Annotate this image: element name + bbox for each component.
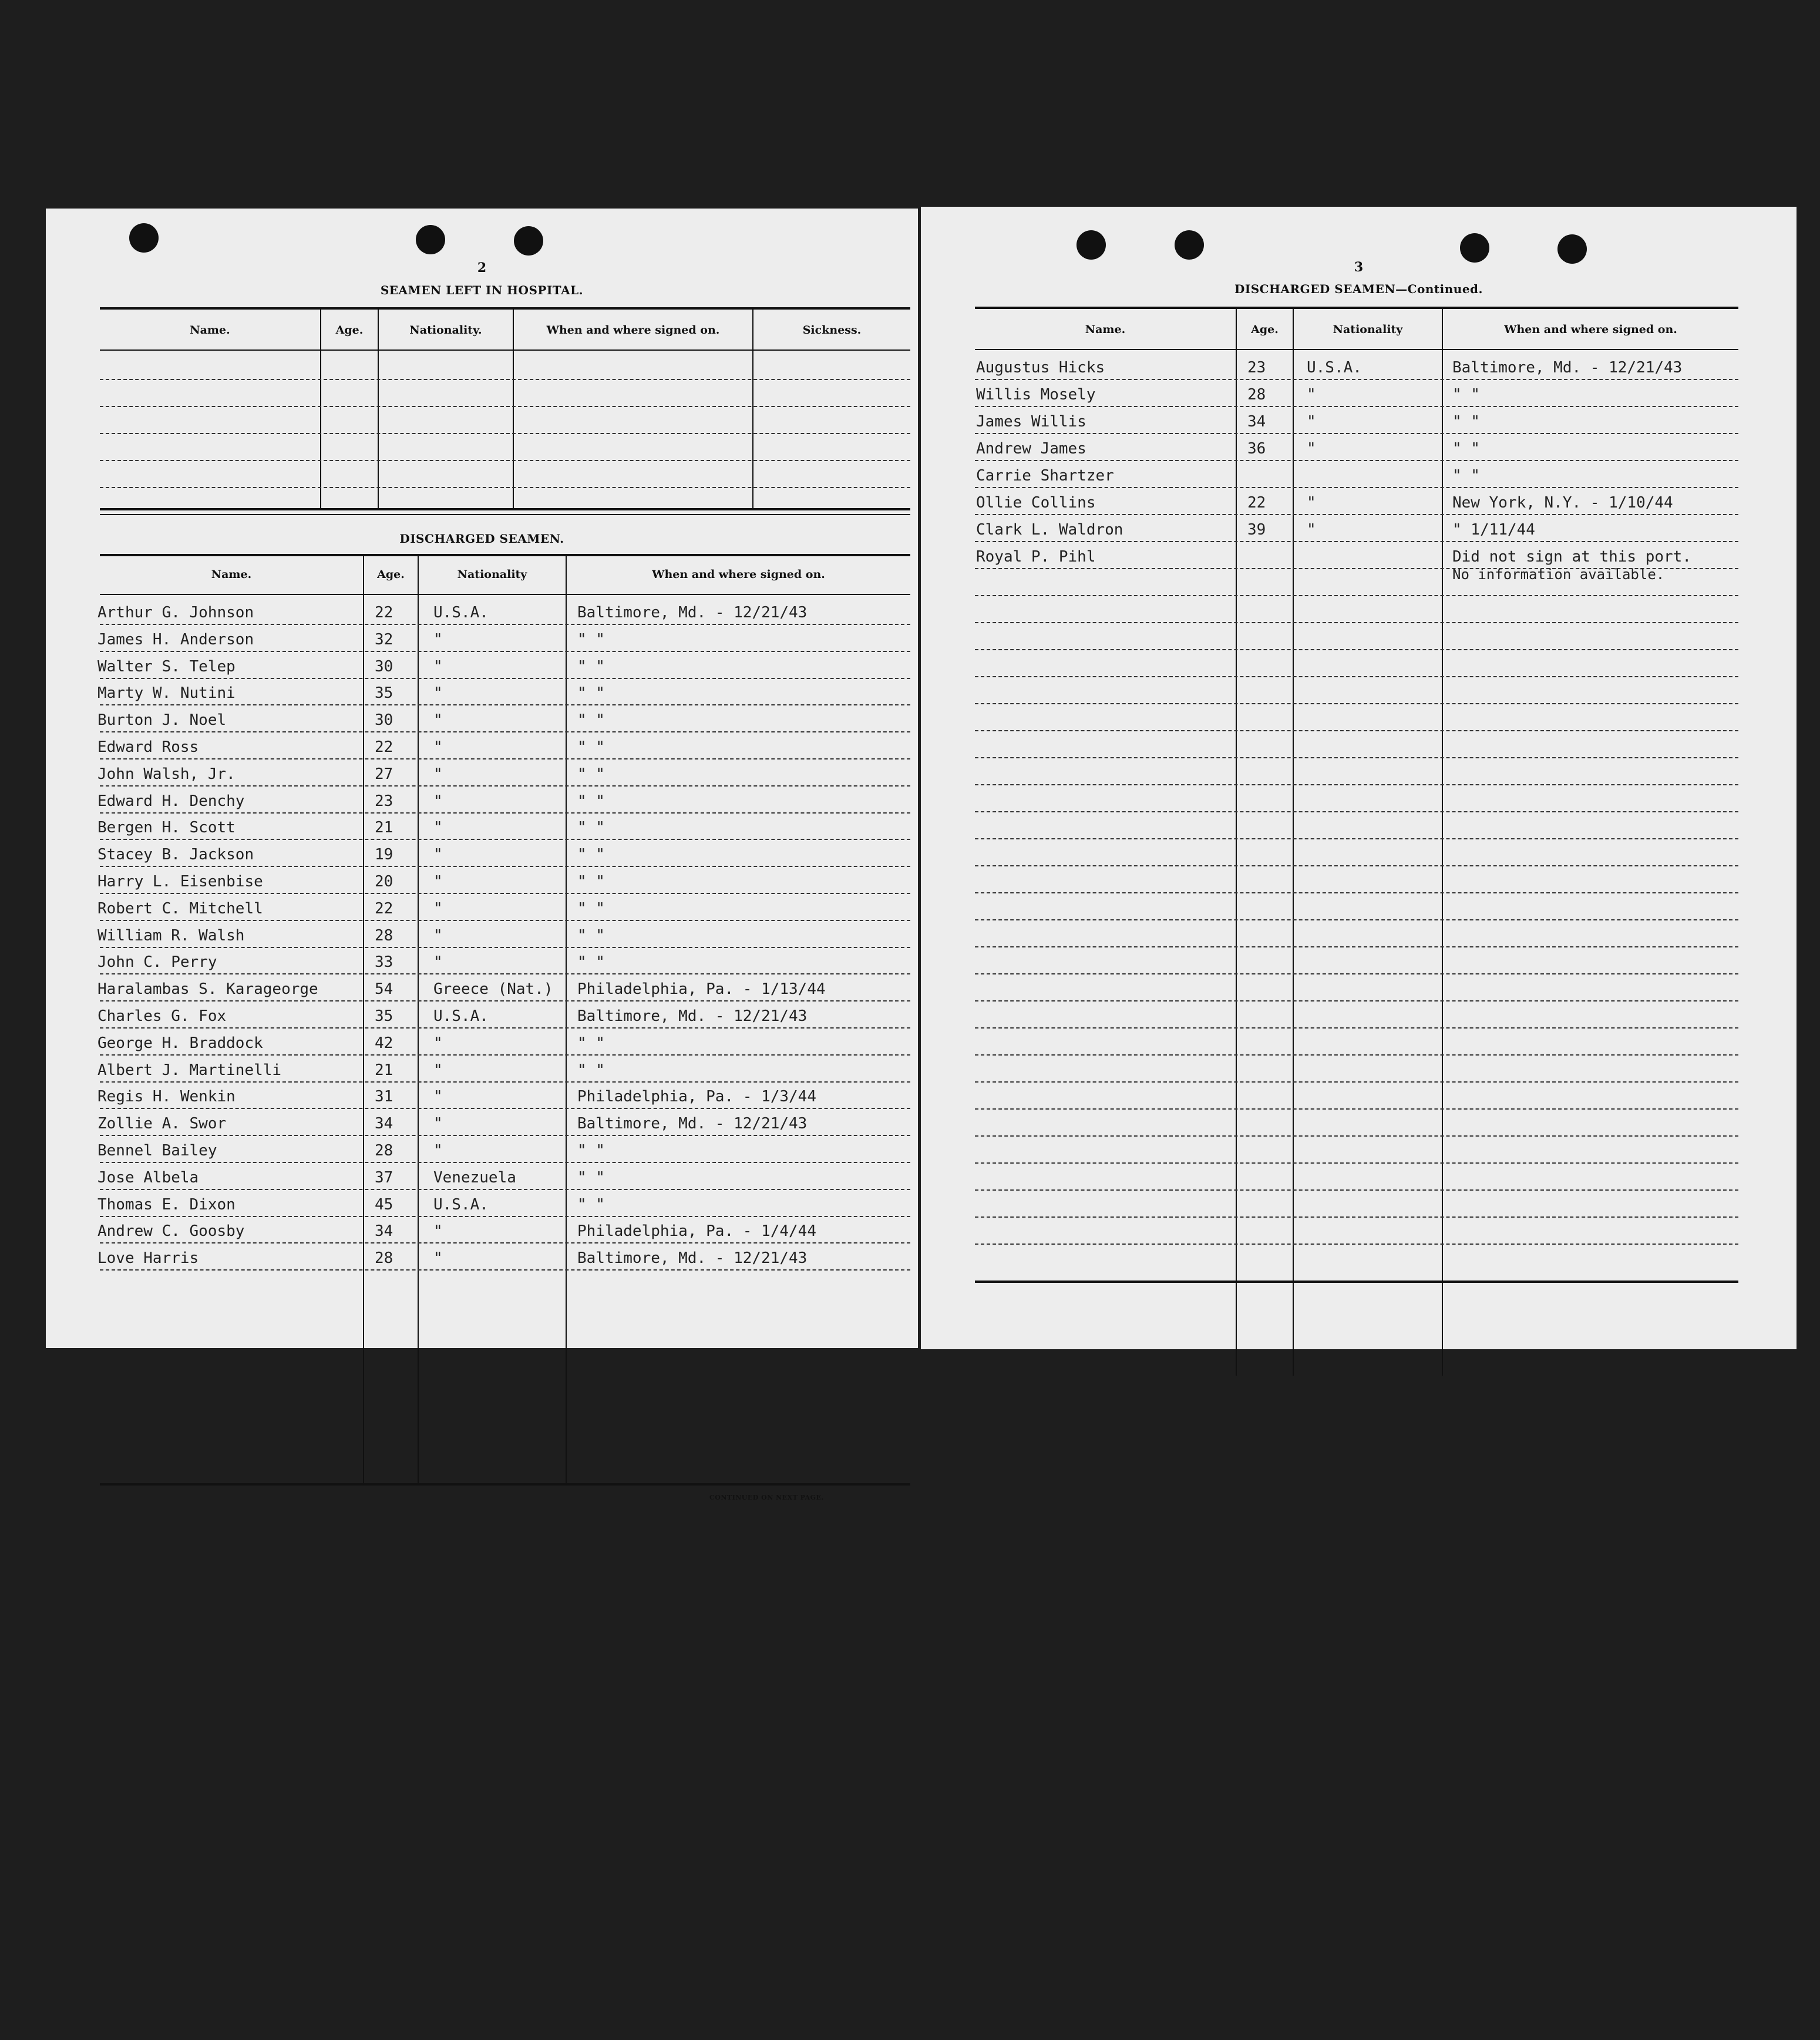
row-line <box>975 946 1738 947</box>
age-cell: 28 <box>375 1249 393 1268</box>
nationality-cell: " <box>433 1115 443 1133</box>
punch-hole <box>129 223 159 253</box>
signed-on-cell: Baltimore, Md. - 12/21/43 <box>1452 359 1683 377</box>
row-line <box>975 865 1738 866</box>
age-cell: 34 <box>375 1222 393 1241</box>
row-line <box>975 1189 1738 1191</box>
signed-on-cell: " " <box>577 738 605 756</box>
nationality-cell: " <box>433 1061 443 1079</box>
age-cell: 30 <box>375 711 393 730</box>
signed-on-cell: " " <box>577 873 605 890</box>
nationality-cell: " <box>433 953 443 972</box>
col-header-nationality: Nationality <box>457 568 527 581</box>
age-cell: 23 <box>375 792 393 810</box>
col-header-age: Age. <box>1251 323 1279 336</box>
row-line <box>975 703 1738 704</box>
signed-on-cell: Baltimore, Md. - 12/21/43 <box>577 1249 808 1268</box>
row-line <box>100 920 910 921</box>
signed-on-cell: " " <box>1452 440 1480 458</box>
punch-hole <box>514 226 543 256</box>
row-line <box>975 1216 1738 1218</box>
row-line <box>100 1054 910 1056</box>
nationality-cell: " <box>433 1222 443 1241</box>
name-cell: Robert C. Mitchell <box>97 899 263 918</box>
row-line <box>100 839 910 840</box>
age-cell: 20 <box>375 873 393 890</box>
punch-hole <box>1175 230 1204 260</box>
row-line <box>975 649 1738 650</box>
row-line <box>100 1027 910 1029</box>
row-line <box>975 1108 1738 1110</box>
signed-on-cell: " 1/11/44 <box>1452 521 1535 539</box>
row-line <box>975 838 1738 839</box>
signed-on-cell: " " <box>577 953 605 972</box>
row-line <box>975 730 1738 731</box>
nationality-cell: " <box>433 711 443 730</box>
name-cell: John C. Perry <box>97 953 217 972</box>
name-cell: Albert J. Martinelli <box>97 1061 282 1079</box>
row-line <box>100 1216 910 1217</box>
name-cell: John Walsh, Jr. <box>97 765 236 783</box>
signed-on-cell: Did not sign at this port. <box>1452 548 1691 566</box>
age-cell: 19 <box>375 846 393 864</box>
age-cell: 33 <box>375 953 393 972</box>
row-line <box>100 731 910 732</box>
nationality-cell: Greece (Nat.) <box>433 980 553 999</box>
signed-on-cell: " " <box>577 765 605 783</box>
signed-on-cell: Philadelphia, Pa. - 1/3/44 <box>577 1088 816 1106</box>
nationality-cell: " <box>433 630 443 648</box>
row-line <box>975 892 1738 893</box>
signed-on-cell: " " <box>577 926 605 945</box>
row-line <box>975 784 1738 785</box>
nationality-cell: " <box>433 684 443 703</box>
row-line <box>100 1081 910 1083</box>
row-line <box>975 1081 1738 1083</box>
row-line <box>975 514 1738 515</box>
name-cell: James H. Anderson <box>97 630 254 648</box>
signed-on-cell: Philadelphia, Pa. - 1/4/44 <box>577 1222 816 1241</box>
signed-on-cell: " " <box>577 819 605 837</box>
row-line <box>100 704 910 705</box>
row-line <box>100 1269 910 1271</box>
name-cell: Stacey B. Jackson <box>97 846 254 864</box>
name-cell: Harry L. Eisenbise <box>97 873 263 890</box>
age-cell: 23 <box>1247 359 1266 377</box>
name-cell: Love Harris <box>97 1249 199 1268</box>
name-cell: Bennel Bailey <box>97 1142 217 1160</box>
page-number: 3 <box>1354 260 1364 275</box>
name-cell: George H. Braddock <box>97 1034 263 1052</box>
row-line <box>975 676 1738 677</box>
row-line <box>100 785 910 787</box>
row-line <box>100 973 910 974</box>
nationality-cell: " <box>433 873 443 890</box>
age-cell: 42 <box>375 1034 393 1052</box>
name-cell: Willis Mosely <box>976 386 1096 404</box>
signed-on-cell: Baltimore, Md. - 12/21/43 <box>577 1007 808 1025</box>
nationality-cell: " <box>433 846 443 864</box>
col-header-nationality: Nationality. <box>409 324 482 337</box>
col-header-age: Age. <box>377 568 405 581</box>
nationality-cell: " <box>433 819 443 837</box>
discharged-continued-title: DISCHARGED SEAMEN—Continued. <box>1234 282 1483 296</box>
age-cell: 32 <box>375 630 393 648</box>
row-line <box>100 1189 910 1190</box>
row-line <box>975 919 1738 920</box>
name-cell: Charles G. Fox <box>97 1007 227 1025</box>
row-line <box>100 1242 910 1244</box>
name-cell: Ollie Collins <box>976 494 1096 512</box>
punch-hole <box>1076 230 1106 260</box>
name-cell: Carrie Shartzer <box>976 467 1114 485</box>
page-number: 2 <box>477 260 487 275</box>
name-cell: Regis H. Wenkin <box>97 1088 236 1106</box>
age-cell: 22 <box>375 899 393 918</box>
age-cell: 28 <box>375 1142 393 1160</box>
row-line <box>100 866 910 867</box>
row-line <box>975 622 1738 623</box>
signed-on-cell: " " <box>1452 413 1480 431</box>
name-cell: Clark L. Waldron <box>976 521 1123 539</box>
name-cell: Andrew C. Goosby <box>97 1222 245 1241</box>
left-page <box>46 209 918 1501</box>
age-cell: 39 <box>1247 521 1266 539</box>
name-cell: Bergen H. Scott <box>97 819 236 837</box>
age-cell: 34 <box>1247 413 1266 431</box>
row-line <box>975 379 1738 380</box>
age-cell: 31 <box>375 1088 393 1106</box>
signed-on-cell: " " <box>577 630 605 648</box>
nationality-cell: " <box>433 1142 443 1160</box>
row-line <box>975 811 1738 812</box>
signed-on-cell: " " <box>577 1195 605 1214</box>
name-cell: Zollie A. Swor <box>97 1115 227 1133</box>
signed-on-cell: New York, N.Y. - 1/10/44 <box>1452 494 1673 512</box>
col-header-age: Age. <box>335 324 364 337</box>
no-info-note: No information available. <box>1452 566 1665 583</box>
signed-on-cell: " " <box>577 792 605 810</box>
signed-on-cell: " " <box>577 1034 605 1052</box>
col-header-name: Name. <box>190 324 230 337</box>
nationality-cell: " <box>433 765 443 783</box>
age-cell: 28 <box>1247 386 1266 404</box>
row-line <box>975 757 1738 758</box>
age-cell: 22 <box>375 604 393 621</box>
row-line <box>100 758 910 759</box>
signed-on-cell: " " <box>1452 386 1480 404</box>
row-line <box>975 487 1738 488</box>
signed-on-cell: " " <box>577 684 605 703</box>
age-cell: 54 <box>375 980 393 999</box>
age-cell: 30 <box>375 657 393 675</box>
row-line <box>100 893 910 894</box>
row-line <box>975 406 1738 407</box>
name-cell: Marty W. Nutini <box>97 684 236 703</box>
nationality-cell: U.S.A. <box>433 1007 489 1025</box>
age-cell: 45 <box>375 1195 393 1214</box>
age-cell: 27 <box>375 765 393 783</box>
name-cell: Thomas E. Dixon <box>97 1195 236 1214</box>
signed-on-cell: " " <box>577 846 605 864</box>
nationality-cell: Venezuela <box>433 1168 516 1187</box>
nationality-cell: " <box>433 926 443 945</box>
name-cell: Augustus Hicks <box>976 359 1105 377</box>
age-cell: 34 <box>375 1115 393 1133</box>
row-line <box>975 433 1738 434</box>
row-line <box>975 973 1738 974</box>
name-cell: Burton J. Noel <box>97 711 227 730</box>
nationality-cell: U.S.A. <box>433 1195 489 1214</box>
name-cell: James Willis <box>976 413 1086 431</box>
name-cell: Royal P. Pihl <box>976 548 1096 566</box>
signed-on-cell: Baltimore, Md. - 12/21/43 <box>577 604 808 621</box>
age-cell: 28 <box>375 926 393 945</box>
signed-on-cell: " " <box>577 899 605 918</box>
signed-on-cell: " " <box>577 1061 605 1079</box>
col-header-signed-on: When and where signed on. <box>652 568 825 581</box>
hospital-section-title: SEAMEN LEFT IN HOSPITAL. <box>380 283 584 297</box>
punch-hole <box>416 225 445 254</box>
name-cell: Edward H. Denchy <box>97 792 245 810</box>
name-cell: Arthur G. Johnson <box>97 604 254 621</box>
age-cell: 22 <box>375 738 393 756</box>
age-cell: 21 <box>375 1061 393 1079</box>
row-line <box>100 1135 910 1136</box>
signed-on-cell: " " <box>577 1142 605 1160</box>
discharged-section-title: DISCHARGED SEAMEN. <box>399 532 564 546</box>
row-line <box>100 651 910 652</box>
nationality-cell: " <box>433 1088 443 1106</box>
age-cell: 35 <box>375 684 393 703</box>
continued-note: CONTINUED ON NEXT PAGE. <box>709 1494 824 1501</box>
punch-hole <box>1460 233 1489 263</box>
nationality-cell: U.S.A. <box>1307 359 1362 377</box>
signed-on-cell: Baltimore, Md. - 12/21/43 <box>577 1115 808 1133</box>
row-line <box>975 460 1738 461</box>
row-line <box>975 1000 1738 1001</box>
col-header-name: Name. <box>211 568 252 581</box>
row-line <box>975 1054 1738 1056</box>
name-cell: Walter S. Telep <box>97 657 236 675</box>
col-header-sickness: Sickness. <box>802 324 862 337</box>
row-line <box>975 1027 1738 1029</box>
row-line <box>975 541 1738 542</box>
col-header-nationality: Nationality <box>1333 323 1403 336</box>
row-line <box>100 1162 910 1163</box>
nationality-cell: " <box>1307 413 1316 431</box>
nationality-cell: " <box>433 792 443 810</box>
nationality-cell: " <box>433 1249 443 1268</box>
nationality-cell: " <box>433 1034 443 1052</box>
name-cell: Andrew James <box>976 440 1086 458</box>
right-page <box>921 207 1797 1349</box>
row-line <box>100 812 910 814</box>
nationality-cell: " <box>1307 440 1316 458</box>
signed-on-cell: " " <box>577 1168 605 1187</box>
col-header-signed-on: When and where signed on. <box>546 324 720 337</box>
signed-on-cell: " " <box>577 657 605 675</box>
nationality-cell: " <box>433 657 443 675</box>
signed-on-cell: " " <box>1452 467 1480 485</box>
nationality-cell: " <box>1307 494 1316 512</box>
col-header-name: Name. <box>1085 323 1126 336</box>
row-line <box>100 1000 910 1001</box>
signed-on-cell: " " <box>577 711 605 730</box>
name-cell: Edward Ross <box>97 738 199 756</box>
row-line <box>100 947 910 948</box>
age-cell: 22 <box>1247 494 1266 512</box>
age-cell: 37 <box>375 1168 393 1187</box>
age-cell: 21 <box>375 819 393 837</box>
signed-on-cell: Philadelphia, Pa. - 1/13/44 <box>577 980 826 999</box>
row-line <box>100 678 910 679</box>
nationality-cell: " <box>1307 386 1316 404</box>
name-cell: William R. Walsh <box>97 926 245 945</box>
row-line <box>975 1135 1738 1137</box>
nationality-cell: " <box>433 738 443 756</box>
nationality-cell: " <box>1307 521 1316 539</box>
nationality-cell: " <box>433 899 443 918</box>
age-cell: 35 <box>375 1007 393 1025</box>
row-line <box>100 1108 910 1109</box>
row-line <box>975 1162 1738 1164</box>
col-header-signed-on: When and where signed on. <box>1504 323 1677 336</box>
name-cell: Jose Albela <box>97 1168 199 1187</box>
name-cell: Haralambas S. Karageorge <box>97 980 318 999</box>
age-cell: 36 <box>1247 440 1266 458</box>
row-line <box>975 1244 1738 1245</box>
nationality-cell: U.S.A. <box>433 604 489 621</box>
row-line <box>975 595 1738 596</box>
row-line <box>100 624 910 625</box>
